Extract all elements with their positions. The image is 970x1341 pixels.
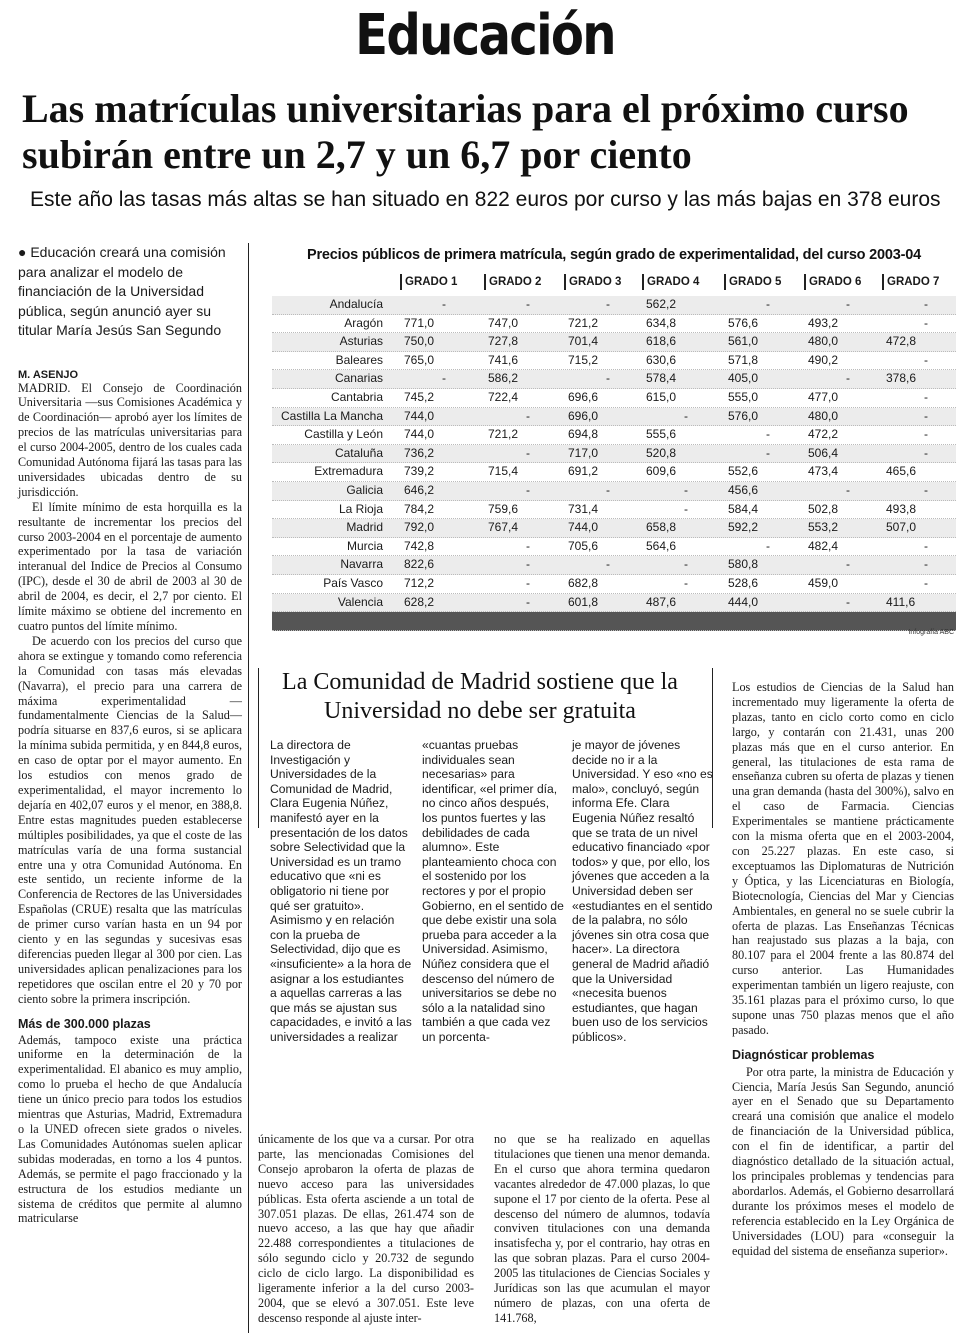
- article-body-continued: [18, 1033, 242, 1227]
- region-label: Castilla y León: [304, 427, 383, 442]
- paragraph: Además, tampoco existe una práctica uniforme en la determinación de la experimentalidad. El abanico es muy amplio, como lo prueba el hecho de que Andalucía tiene un único precio para todos los estudios mientras que Asturias, Madrid, Extremadura o la UNED ofrecen siete grados o niveles. Las Comunidades Autónomas suelen aplicar subidas moderadas, en torno a los 4 puntos. Además, se permite el pago fraccionado y la estructura de los estudios mediante un sistema de créditos que permite al alumno matricularse: [18, 1032, 242, 1226]
- table-footer-bar: [272, 612, 956, 631]
- box-column: [422, 738, 564, 1044]
- headline: Las matrículas universitarias para el próximo curso subirán entre un 2,7 y un 6,7 por ciento: [22, 86, 909, 177]
- table-cell: 736,2: [404, 445, 435, 460]
- region-label: Aragón: [344, 315, 383, 330]
- paragraph: no que se ha realizado en aquellas titulaciones que tienen una menor demanda. En el curso que ahora termina quedaron vacantes alrededor de 47.000 plazas, lo que supone el 17 por ciento de la oferta. Pese al descenso del número de alumnos, todavía conviven titulaciones con una demanda insatisfecha y, por el contrario, hay otras en las que sobran plazas. Para el curso 2004-2005 las titulaciones de Ciencias Sociales y Jurídicas son las que acumulan el mayor número de plazas, con una oferta de 141.768,: [494, 1132, 710, 1325]
- paragraph: únicamente de los que va a cursar. Por otra parte, las mencionadas Comisiones del Consejo aprobaron la oferta de plazas de nuevo acceso para las universidades públicas. Esta oferta asciende a un total de 307.051 plazas. De ellas, 261.474 son de nuevo acceso, a las que hay que añadir 22.488 correspondientes a titulaciones de sólo segundo ciclo y 20.732 de segundo ciclo de ciclo largo. La disponibilidad es ligeramente inferior a la del curso 2003-2004, que se elevó a 307.051. Este leve descenso responde al ajuste inter-: [258, 1132, 474, 1325]
- grade-column-header: GRADO 3: [564, 274, 621, 290]
- table-cell: 792,0: [404, 520, 435, 535]
- infographic-credit: Infografía ABC: [908, 629, 954, 636]
- table-cell: 576,0: [728, 408, 759, 423]
- region-label: País Vasco: [323, 575, 383, 590]
- table-row: Andalucía - - - 562,2 - - -: [272, 296, 956, 315]
- table-cell: 552,6: [728, 464, 759, 479]
- table-cell: 771,0: [404, 315, 435, 330]
- region-label: Madrid: [346, 520, 383, 535]
- table-cell: 528,6: [728, 575, 759, 590]
- table-row: La Rioja 784,2 759,6 731,4 - 584,4 502,8 493,8: [272, 501, 956, 520]
- table-cell: 555,6: [646, 427, 677, 442]
- table-cell: 691,2: [568, 464, 599, 479]
- table-cell: 459,0: [808, 575, 839, 590]
- table-title: Precios públicos de primera matrícula, según grado de experimentalidad, del curso 2003-04: [307, 247, 921, 263]
- table-cell: 576,6: [728, 315, 759, 330]
- table-cell: 705,6: [568, 538, 599, 553]
- table-cell: 715,2: [568, 352, 599, 367]
- table-cell: 784,2: [404, 501, 435, 516]
- table-cell: 502,8: [808, 501, 839, 516]
- table-cell: 615,0: [646, 389, 677, 404]
- paragraph: La directora de Investigación y Universidades de la Comunidad de Madrid, Clara Eugenia Núñez, manifestó ayer en la presentación de los datos sobre Selectividad que la Universidad es un tramo educativo que «ni es obligatorio ni tiene por qué ser gratuito». Asimismo y en relación con la prueba de Selectividad, dijo que es «insuficiente» a la hora de asignar a los estudiantes a aquellas carreras a las que más se ajustan sus capacidades, e invitó a las universidades a realizar: [270, 738, 412, 1044]
- paragraph: El límite mínimo de esta horquilla es la resultante de incrementar los precios del curso 2003-2004 en el porcentaje de aumento experimentado por la tasa de variación interanual del Indice de Precios al Consumo (IPC), desde el 30 de abril de 2003 al 30 de abril de 2004, es decir, el 2,7 por ciento. El límite máximo se obtiene del incremento en cuatro puntos del límite mínimo.: [18, 499, 242, 633]
- table-cell: 465,6: [886, 464, 917, 479]
- table-row: [272, 333, 956, 352]
- table-cell: 767,4: [488, 520, 519, 535]
- table-cell: 634,8: [646, 315, 677, 330]
- table-cell: 822,6: [404, 557, 435, 572]
- grade-column-header: GRADO 6: [804, 274, 861, 290]
- table-cell: 507,0: [886, 520, 917, 535]
- paragraph: Los estudios de Ciencias de la Salud han incrementado muy ligeramente la oferta de plazas, tanto en ciclo corto como en ciclo largo, y contarán con 21.431, unas 200 plazas más que en el curso anterior. En general, las titulaciones de esta rama de enseñanza cubren su oferta de plazas y tienen una gran demanda (hasta del 300%), salvo en el caso de Farmacia. Ciencias Experimentales se mantiene prácticamente con la misma oferta que en el 2003-2004, con 25.227 plazas. En este caso, si exceptuamos las Diplomaturas de Nutrición y Óptica, y las Licenciaturas en Biología, Biotecnología, Ciencias del Mar y Ciencias Ambientales, en general no se suele cubrir la oferta de plazas. Las Enseñanzas Técnicas han reajustado sus plazas a la baja, con 80.107 para el 2004 frente a las 80.874 del curso anterior. Las Humanidades experimentan también un ligero reajuste, con 35.161 plazas para el próximo curso, lo que supone unas 750 plazas menos que el año pasado.: [732, 680, 954, 1037]
- grade-column-header: GRADO 7: [882, 274, 939, 290]
- table-cell: 741,6: [488, 352, 519, 367]
- table-cell: 555,0: [728, 389, 759, 404]
- article-body: [18, 381, 242, 1007]
- table-cell: 601,8: [568, 594, 599, 609]
- region-label: La Rioja: [338, 501, 383, 516]
- price-table: [272, 244, 956, 634]
- table-cell: 480,0: [808, 334, 839, 349]
- table-cell: 750,0: [404, 334, 435, 349]
- table-row: Cantabria 745,2 722,4 696,6 615,0 555,0 477,0 -: [272, 389, 956, 408]
- table-cell: 722,4: [488, 389, 519, 404]
- table-row: Baleares 765,0 741,6 715,2 630,6 571,8 490,2 -: [272, 352, 956, 371]
- paragraph: Por otra parte, la ministra de Educación y Ciencia, María Jesús San Segundo, anunció ayer en el Senado que su Departamento creará una comisión que analice el modelo de financiación de la Universidad pública, con el fin de identificar, a partir del diagnóstico detallado de la situación actual, los principales problemas y tendencias para abordarlos. Además, el Gobierno desarrollará durante los próximos meses el modelo de referencia establecido en la Ley Orgánica de Universidades (LOU) para «conseguir la equidad del sistema de enseñanza superior».: [732, 1064, 954, 1258]
- table-cell: 482,4: [808, 538, 839, 553]
- region-label: Murcia: [346, 538, 383, 553]
- table-cell: 742,8: [404, 538, 435, 553]
- paragraph: De acuerdo con los precios del curso que ahora se extingue y tomando como referencia la Comunidad con tasas más elevadas (Navarra), el precio para una carrera de máxima experimentalidad —fundamentalmente Ciencias de la Salud— podría situarse en 837,6 euros, si se aplicara la mínima subida permitida, y en 844,8 euros, en caso de optar por el mayor aumento. En los estudios con menos grado de experimentalidad, el mayor incremento lo dejaría en 402,07 euros y el menor, en 388,8. Entre estas magnitudes pueden establecerse múltiples posibilidades, ya que el coste de las matrículas varía de una forma sustancial entre una y otra Comunidad Autónoma. En este sentido, un reciente informe de la Conferencia de Rectores de las Universidades Españolas (CRUE) resalta que las matrículas de primer curso varían hasta en un 94 por ciento y en las segundas y sucesivas esas diferencias pueden llegar al 300 por cien. Las universidades aplican penalizaciones para los repetidores que oscilan entre el 20 y 70 por ciento sobre la primera inscripción.: [18, 633, 242, 1006]
- table-cell: 701,4: [568, 334, 599, 349]
- table-row: Canarias - 586,2 - 578,4 405,0 - 378,6: [272, 370, 956, 389]
- table-cell: 562,2: [646, 297, 677, 311]
- table-cell: 628,2: [404, 594, 435, 609]
- table-cell: 378,6: [886, 371, 917, 386]
- region-label: Baleares: [335, 352, 383, 367]
- table-cell: 506,4: [808, 445, 839, 460]
- grade-column-header: GRADO 2: [484, 274, 541, 290]
- grade-column-header: GRADO 5: [724, 274, 781, 290]
- section-title: Educación: [355, 3, 615, 68]
- table-cell: 747,0: [488, 315, 519, 330]
- region-label: Cantabria: [330, 389, 383, 404]
- table-cell: 765,0: [404, 352, 435, 367]
- table-row: Castilla La Mancha 744,0 - 696,0 - 576,0 480,0 -: [272, 408, 956, 427]
- table-cell: 586,2: [488, 371, 519, 386]
- article-column: [258, 1132, 474, 1326]
- table-row: Navarra 822,6 - - - 580,8 - -: [272, 556, 956, 575]
- table-row: Valencia 628,2 - 601,8 487,6 444,0 - 411,6: [272, 594, 956, 613]
- grade-column-header: GRADO 4: [642, 274, 699, 290]
- table-cell: 717,0: [568, 445, 599, 460]
- table-cell: 731,4: [568, 501, 599, 516]
- table-cell: 578,4: [646, 371, 677, 386]
- table-row: País Vasco 712,2 - 682,8 - 528,6 459,0 -: [272, 575, 956, 594]
- region-label: Extremadura: [314, 464, 383, 479]
- box-column: [270, 738, 412, 1044]
- table-cell: 694,8: [568, 427, 599, 442]
- subheadline: Este año las tasas más altas se han situado en 822 euros por curso y las más bajas en 378 euros: [30, 188, 941, 211]
- table-cell: 721,2: [568, 315, 599, 330]
- table-cell: 744,0: [404, 408, 435, 423]
- table-cell: 696,0: [568, 408, 599, 423]
- table-cell: 744,0: [404, 427, 435, 442]
- table-cell: 630,6: [646, 352, 677, 367]
- table-cell: 682,8: [568, 575, 599, 590]
- article-column: [494, 1132, 710, 1326]
- lead-summary: ● Educación creará una comisión para analizar el modelo de financiación de la Universidad pública, según anunció ayer su titular María Jesús San Segundo: [18, 244, 226, 338]
- table-cell: 744,0: [568, 520, 599, 535]
- table-row: Murcia 742,8 - 705,6 564,6 - 482,4 -: [272, 538, 956, 557]
- table-cell: 571,8: [728, 352, 759, 367]
- boxed-article: [252, 668, 713, 1044]
- table-cell: 405,0: [728, 371, 759, 386]
- table-row: [272, 463, 956, 482]
- right-column: [732, 680, 954, 1258]
- table-cell: 444,0: [728, 594, 759, 609]
- table-cell: 712,2: [404, 575, 435, 590]
- table-cell: 759,6: [488, 501, 519, 516]
- region-label: Andalucía: [329, 297, 383, 311]
- left-column: [18, 243, 242, 1226]
- table-row: Aragón 771,0 747,0 721,2 634,8 576,6 493,2 -: [272, 315, 956, 334]
- table-cell: 456,6: [728, 482, 759, 497]
- grade-header-row: [272, 274, 956, 292]
- table-cell: 745,2: [404, 389, 435, 404]
- region-label: Asturias: [339, 334, 383, 349]
- table-cell: 493,8: [886, 501, 917, 516]
- table-row: Cataluña 736,2 - 717,0 520,8 - 506,4 -: [272, 445, 956, 464]
- table-cell: 609,6: [646, 464, 677, 479]
- paragraph: MADRID. El Consejo de Coordinación Universitaria —sus Comisiones Académica y de Coordinación— aprobó ayer los límites de precios de las matrículas universitarias para el curso 2004-2005, dentro de los cuales cada Comunidad Autónoma fijará las tasas para las universidades ubicadas dentro de su jurisdicción.: [18, 380, 242, 499]
- table-cell: 715,4: [488, 464, 519, 479]
- subheading: Más de 300.000 plazas: [18, 1016, 151, 1031]
- region-label: Galicia: [346, 482, 383, 497]
- grade-column-header: GRADO 1: [400, 274, 457, 290]
- table-cell: 592,2: [728, 520, 759, 535]
- table-cell: 480,0: [808, 408, 839, 423]
- region-label: Navarra: [340, 557, 383, 572]
- subheading: Diagnósticar problemas: [732, 1047, 875, 1062]
- column-divider: [248, 243, 249, 1333]
- region-label: Cataluña: [334, 445, 383, 460]
- table-cell: 490,2: [808, 352, 839, 367]
- table-cell: 696,6: [568, 389, 599, 404]
- table-cell: 472,2: [808, 427, 839, 442]
- table-cell: 584,4: [728, 501, 759, 516]
- box-title: La Comunidad de Madrid sostiene que la Universidad no debe ser gratuita: [282, 669, 678, 724]
- table-row: Castilla y León 744,0 721,2 694,8 555,6 - 472,2 -: [272, 426, 956, 445]
- table-cell: 618,6: [646, 334, 677, 349]
- table-cell: 646,2: [404, 482, 435, 497]
- box-column: [572, 738, 714, 1044]
- table-row: [272, 519, 956, 538]
- table-cell: 721,2: [488, 427, 519, 442]
- byline: M. ASENJO: [18, 368, 79, 381]
- table-cell: 520,8: [646, 445, 677, 460]
- table-cell: 727,8: [488, 334, 519, 349]
- table-cell: 477,0: [808, 389, 839, 404]
- table-cell: 561,0: [728, 334, 759, 349]
- table-body: [272, 296, 956, 631]
- table-cell: 739,2: [404, 464, 435, 479]
- table-cell: 473,4: [808, 464, 839, 479]
- table-cell: 411,6: [886, 594, 916, 609]
- region-label: Valencia: [337, 594, 383, 609]
- table-cell: 564,6: [646, 538, 677, 553]
- paragraph: je mayor de jóvenes decide no ir a la Universidad. Y eso «no es malo», concluyó, según informa Efe. Clara Eugenia Núñez resaltó que se trata de un nivel educativo financiado «por todos» y que, por ello, los jóvenes que acceden a la Universidad deben ser «estudiantes en el sentido de la palabra, no sólo jóvenes sin otra cosa que hacer». La directora general de Madrid añadió que la Universidad «necesita buenos estudiantes, que hagan buen uso de los servicios públicos».: [572, 738, 713, 1044]
- table-cell: 487,6: [646, 594, 677, 609]
- table-cell: 658,8: [646, 520, 677, 535]
- table-cell: 553,2: [808, 520, 839, 535]
- table-cell: 580,8: [728, 557, 759, 572]
- region-label: Castilla La Mancha: [280, 408, 383, 423]
- table-row: Galicia 646,2 - - - 456,6 - -: [272, 482, 956, 501]
- table-cell: 493,2: [808, 315, 839, 330]
- paragraph: «cuantas pruebas individuales sean necesarias» para identificar, «el primer día, no cinco años después, los puntos fuertes y las debilidades de cada alumno». Este planteamiento choca con el sostenido por los rectores y por el propio Gobierno, en el sentido de que debe existir una sola prueba para acceder a la Universidad. Asimismo, Núñez considera que el descenso del número de universitarios se debe no sólo a la natalidad sino también a que cada vez un porcenta-: [422, 738, 564, 1044]
- region-label: Canarias: [334, 371, 383, 386]
- table-cell: 472,8: [886, 334, 917, 349]
